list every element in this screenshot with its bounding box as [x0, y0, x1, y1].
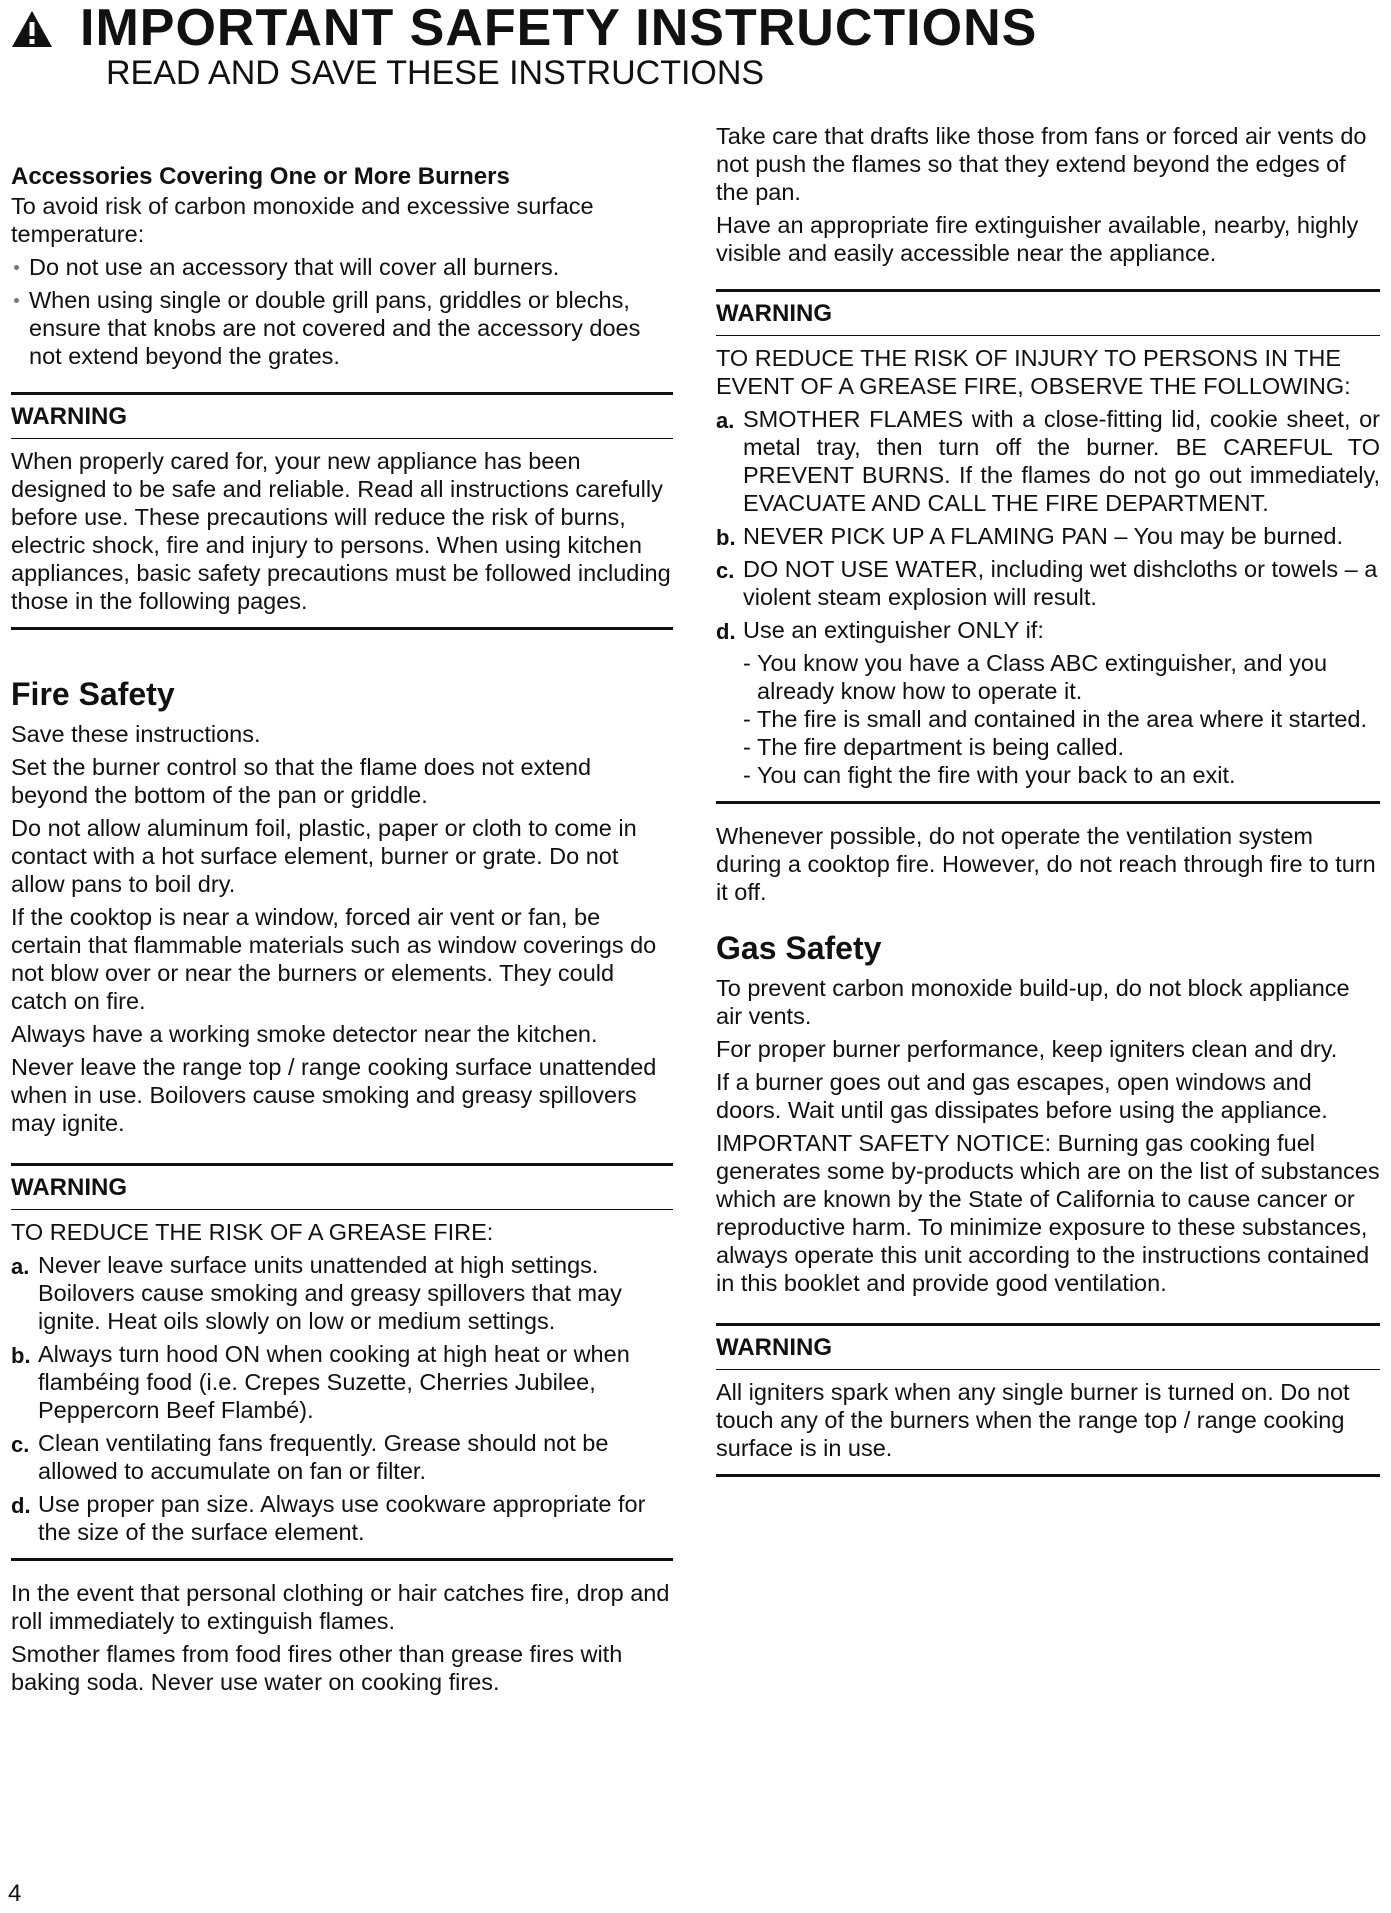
fire-safety-paragraph: Always have a working smoke detector near the kitchen.: [11, 1021, 598, 1047]
lettered-item: [11, 1490, 673, 1546]
lettered-item: [716, 405, 1380, 517]
food-fire-paragraph: Smother flames from food fires other than grease fires with baking soda. Never use water on cooking fires.: [11, 1641, 623, 1695]
grease-fire-list: [11, 1251, 673, 1546]
lettered-item: [11, 1251, 673, 1335]
item-letter: d.: [716, 619, 736, 644]
lettered-item: [11, 1429, 673, 1485]
item-text: Always turn hood ON when cooking at high heat or when flambéing food (i.e. Crepes Suzette, Cherries Jubilee, Peppercorn Beef Flambé).: [38, 1341, 630, 1423]
clothing-fire-paragraph: In the event that personal clothing or hair catches fire, drop and roll immediately to extinguish flames.: [11, 1580, 670, 1634]
dash-item: - The fire department is being called.: [743, 733, 1380, 761]
divider: [11, 627, 673, 630]
extinguisher-conditions-list: [716, 649, 1380, 789]
warning-intro: TO REDUCE THE RISK OF INJURY TO PERSONS IN THE EVENT OF A GREASE FIRE, OBSERVE THE FOLLOWING:: [716, 345, 1351, 399]
warning-body: [11, 1210, 673, 1546]
warning-intro: TO REDUCE THE RISK OF A GREASE FIRE:: [11, 1219, 494, 1245]
item-letter: d.: [11, 1493, 31, 1518]
item-text: SMOTHER FLAMES with a close-fitting lid, cookie sheet, or metal tray, then turn off the burner. BE CAREFUL TO PREVENT BURNS. If the flames do not go out immediately, EVACUATE AND CALL THE FIRE DEPARTMENT.: [743, 406, 1380, 516]
page-title: IMPORTANT SAFETY INSTRUCTIONS: [80, 0, 1038, 57]
warning-triangle-icon: [10, 9, 54, 49]
ventilation-paragraph: Whenever possible, do not operate the ventilation system during a cooktop fire. However, do not reach through fire to turn it off.: [716, 823, 1376, 905]
gas-safety-paragraph: To prevent carbon monoxide build-up, do not block appliance air vents.: [716, 975, 1350, 1029]
warning-body: [716, 1370, 1380, 1462]
item-text: DO NOT USE WATER, including wet dishcloths or towels – a violent steam explosion will result.: [743, 556, 1378, 610]
gas-safety-paragraph: If a burner goes out and gas escapes, open windows and doors. Wait until gas dissipates before using the appliance.: [716, 1069, 1328, 1123]
lettered-item: [11, 1340, 673, 1424]
extinguisher-paragraph: Have an appropriate fire extinguisher available, nearby, highly visible and easily accessible near the appliance.: [716, 212, 1359, 266]
right-column: [716, 122, 1380, 1477]
warning-text: All igniters spark when any single burner is turned on. Do not touch any of the burners when the range top / range cooking surface is in use.: [716, 1379, 1350, 1461]
fire-safety-paragraph: Set the burner control so that the flame does not extend beyond the bottom of the pan or griddle.: [11, 754, 592, 808]
item-text: NEVER PICK UP A FLAMING PAN – You may be burned.: [743, 523, 1343, 549]
accessories-heading: Accessories Covering One or More Burners: [11, 163, 510, 190]
accessories-bullet-list: [11, 253, 673, 370]
page-header: [10, 0, 1380, 92]
fire-safety-paragraph: Never leave the range top / range cooking surface unattended when in use. Boilovers cause smoking and greasy spillovers may ignite.: [11, 1054, 657, 1136]
page-subtitle: READ AND SAVE THESE INSTRUCTIONS: [106, 54, 765, 92]
warning-label: WARNING: [11, 395, 673, 439]
item-text: Never leave surface units unattended at high settings. Boilovers cause smoking and greasy spillovers that may ignite. Heat oils slowly on low or medium settings.: [38, 1252, 622, 1334]
warning-box-grease-fire: [11, 1163, 673, 1546]
gas-safety-paragraph: For proper burner performance, keep igniters clean and dry.: [716, 1036, 1338, 1062]
warning-box-grease-fire-injury: [716, 289, 1380, 789]
lettered-item: [716, 555, 1380, 611]
item-letter: c.: [11, 1432, 30, 1457]
divider: [716, 801, 1380, 804]
item-letter: a.: [716, 408, 735, 433]
lettered-item: [716, 616, 1380, 644]
dash-item: - The fire is small and contained in the area where it started.: [743, 705, 1380, 733]
dash-item: - You know you have a Class ABC extinguisher, and you already know how to operate it.: [743, 649, 1380, 705]
title-row: [10, 0, 1380, 56]
warning-box-igniters: [716, 1323, 1380, 1462]
warning-body: [11, 439, 673, 615]
bullet-item: Do not use an accessory that will cover all burners.: [11, 253, 673, 281]
warning-label: WARNING: [716, 1326, 1380, 1370]
item-letter: c.: [716, 558, 735, 583]
warning-box-general: [11, 392, 673, 615]
fire-safety-paragraph: If the cooktop is near a window, forced air vent or fan, be certain that flammable materials such as window coverings do not blow over or near the burners or elements. They could catch on fire.: [11, 904, 657, 1014]
item-letter: b.: [716, 525, 736, 550]
warning-text: When properly cared for, your new appliance has been designed to be safe and reliable. Read all instructions carefully before use. These precautions will reduce the risk of burns, electric shock, fire and injury to persons. When using kitchen appliances, basic safety precautions must be followed including those in the following pages.: [11, 448, 671, 614]
warning-body: [716, 336, 1380, 789]
fire-safety-paragraph: Save these instructions.: [11, 721, 261, 747]
item-text: Clean ventilating fans frequently. Grease should not be allowed to accumulate on fan or filter.: [38, 1430, 609, 1484]
accessories-intro: To avoid risk of carbon monoxide and excessive surface temperature:: [11, 193, 594, 247]
fire-safety-heading: Fire Safety: [11, 676, 175, 712]
warning-label: WARNING: [11, 1166, 673, 1210]
gas-safety-paragraph: IMPORTANT SAFETY NOTICE: Burning gas cooking fuel generates some by-products which are on the list of substances which are known by the State of California to cause cancer or reproductive harm. To minimize exposure to these substances, always operate this unit according to the instructions contained in this booklet and provide good ventilation.: [716, 1130, 1380, 1296]
divider: [11, 1558, 673, 1561]
gas-safety-heading: Gas Safety: [716, 930, 882, 966]
fire-safety-paragraph: Do not allow aluminum foil, plastic, paper or cloth to come in contact with a hot surface element, burner or grate. Do not allow pans to boil dry.: [11, 815, 637, 897]
divider: [716, 1474, 1380, 1477]
dash-item: - You can fight the fire with your back to an exit.: [743, 761, 1380, 789]
drafts-paragraph: Take care that drafts like those from fans or forced air vents do not push the flames so that they extend beyond the edges of the pan.: [716, 123, 1367, 205]
lettered-item: [716, 522, 1380, 550]
item-letter: b.: [11, 1343, 31, 1368]
warning-label: WARNING: [716, 292, 1380, 336]
grease-fire-injury-list: [716, 405, 1380, 644]
item-text: Use an extinguisher ONLY if:: [743, 617, 1044, 643]
item-text: Use proper pan size. Always use cookware appropriate for the size of the surface element.: [38, 1491, 646, 1545]
left-column: [11, 162, 673, 1701]
bullet-item: When using single or double grill pans, griddles or blechs, ensure that knobs are not covered and the accessory does not extend beyond the grates.: [11, 286, 673, 370]
page-number: 4: [8, 1880, 22, 1907]
item-letter: a.: [11, 1254, 30, 1279]
